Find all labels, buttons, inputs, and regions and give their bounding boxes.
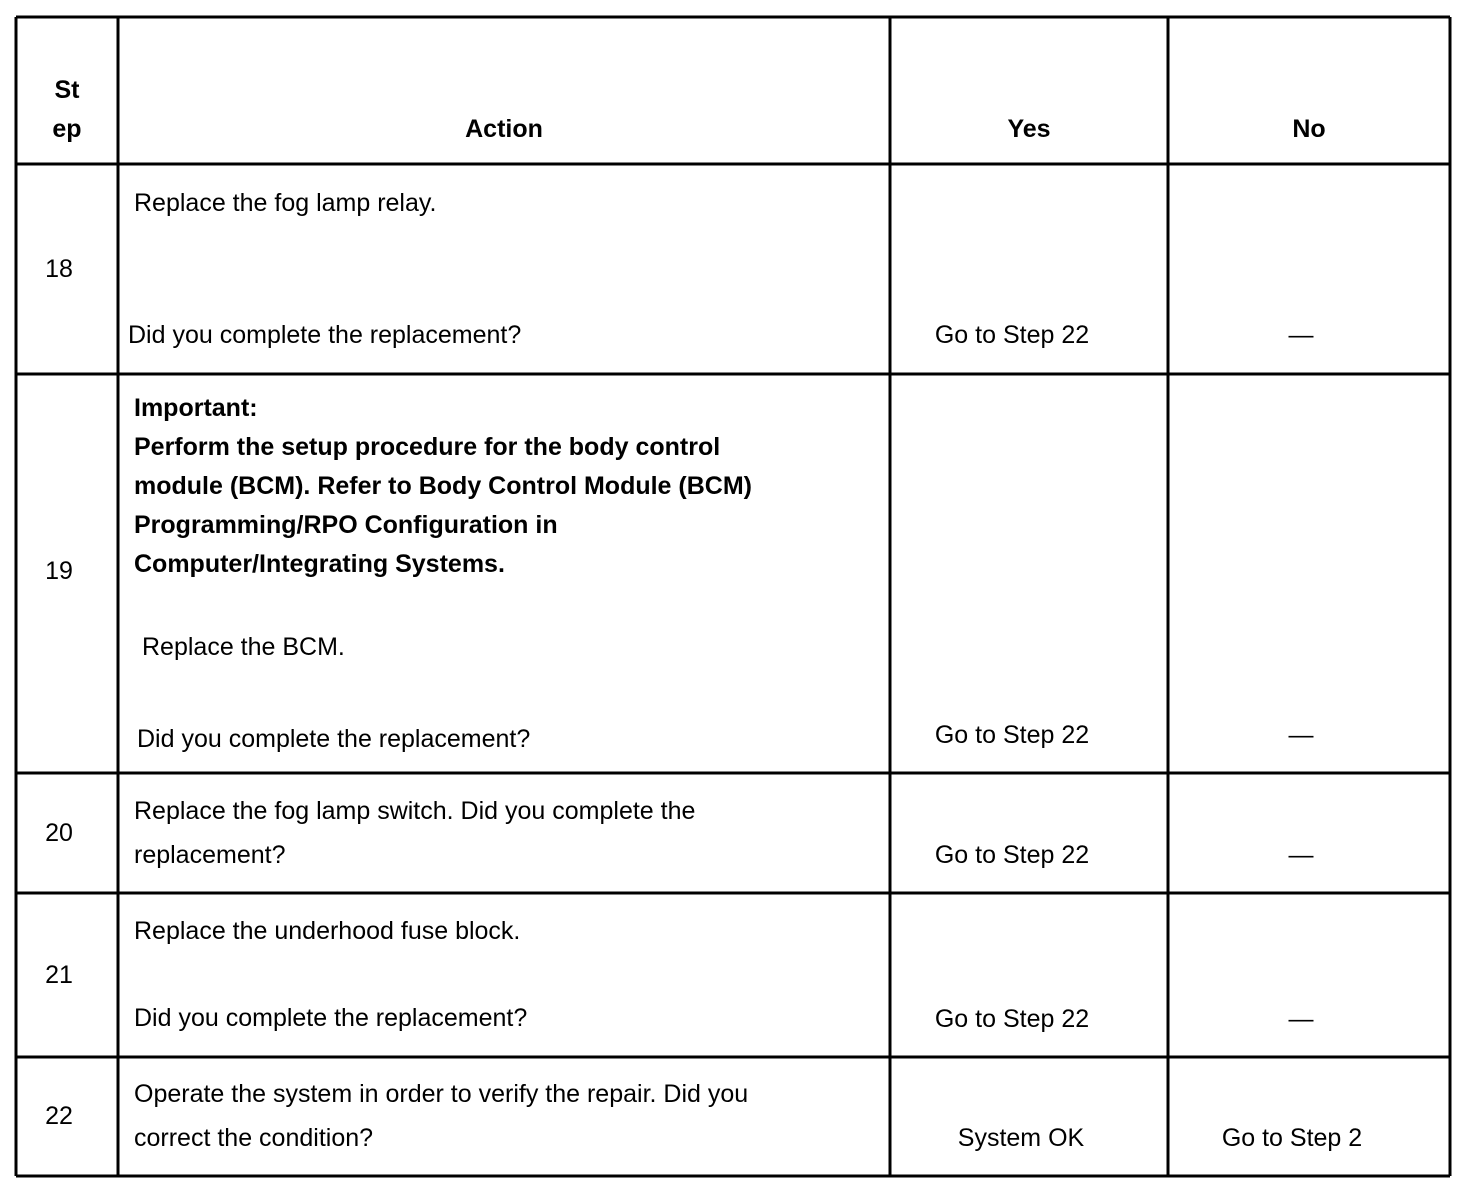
action-question: Did you complete the replacement? bbox=[134, 1004, 528, 1032]
no-result: — bbox=[1288, 721, 1314, 749]
step-number: 22 bbox=[45, 1102, 73, 1130]
header-step-line2: ep bbox=[52, 115, 82, 143]
yes-result: System OK bbox=[957, 1124, 1085, 1152]
important-note-line: Programming/RPO Configuration in bbox=[134, 511, 558, 539]
yes-result: Go to Step 22 bbox=[934, 841, 1090, 869]
action-text: Replace the underhood fuse block. bbox=[134, 917, 521, 945]
no-result: — bbox=[1288, 1005, 1314, 1033]
action-text: replacement? bbox=[134, 841, 286, 869]
no-result: Go to Step 2 bbox=[1221, 1124, 1363, 1152]
step-number: 18 bbox=[45, 255, 73, 283]
action-question: Did you complete the replacement? bbox=[137, 725, 531, 753]
action-text: Operate the system in order to verify the repair. Did you bbox=[134, 1080, 749, 1108]
action-question: Did you complete the replacement? bbox=[128, 321, 522, 349]
action-text: Replace the fog lamp switch. Did you complete the bbox=[134, 797, 696, 825]
action-text: Replace the fog lamp relay. bbox=[134, 189, 437, 217]
important-note-line: Computer/Integrating Systems. bbox=[134, 550, 505, 578]
yes-result: Go to Step 22 bbox=[934, 321, 1090, 349]
step-number: 21 bbox=[45, 961, 73, 989]
important-note-line: Perform the setup procedure for the body control bbox=[134, 433, 721, 461]
header-step-line1: St bbox=[54, 76, 80, 104]
no-result: — bbox=[1288, 321, 1314, 349]
no-result: — bbox=[1288, 841, 1314, 869]
header-no: No bbox=[1292, 115, 1326, 143]
yes-result: Go to Step 22 bbox=[934, 1005, 1090, 1033]
important-note-line: module (BCM). Refer to Body Control Module (BCM) bbox=[134, 472, 752, 500]
header-action: Action bbox=[465, 115, 543, 143]
yes-result: Go to Step 22 bbox=[934, 721, 1090, 749]
step-number: 19 bbox=[45, 557, 73, 585]
action-text: correct the condition? bbox=[134, 1124, 374, 1152]
header-yes: Yes bbox=[1007, 115, 1051, 143]
step-number: 20 bbox=[45, 819, 73, 847]
important-label: Important: bbox=[134, 394, 258, 422]
action-text: Replace the BCM. bbox=[142, 633, 345, 661]
